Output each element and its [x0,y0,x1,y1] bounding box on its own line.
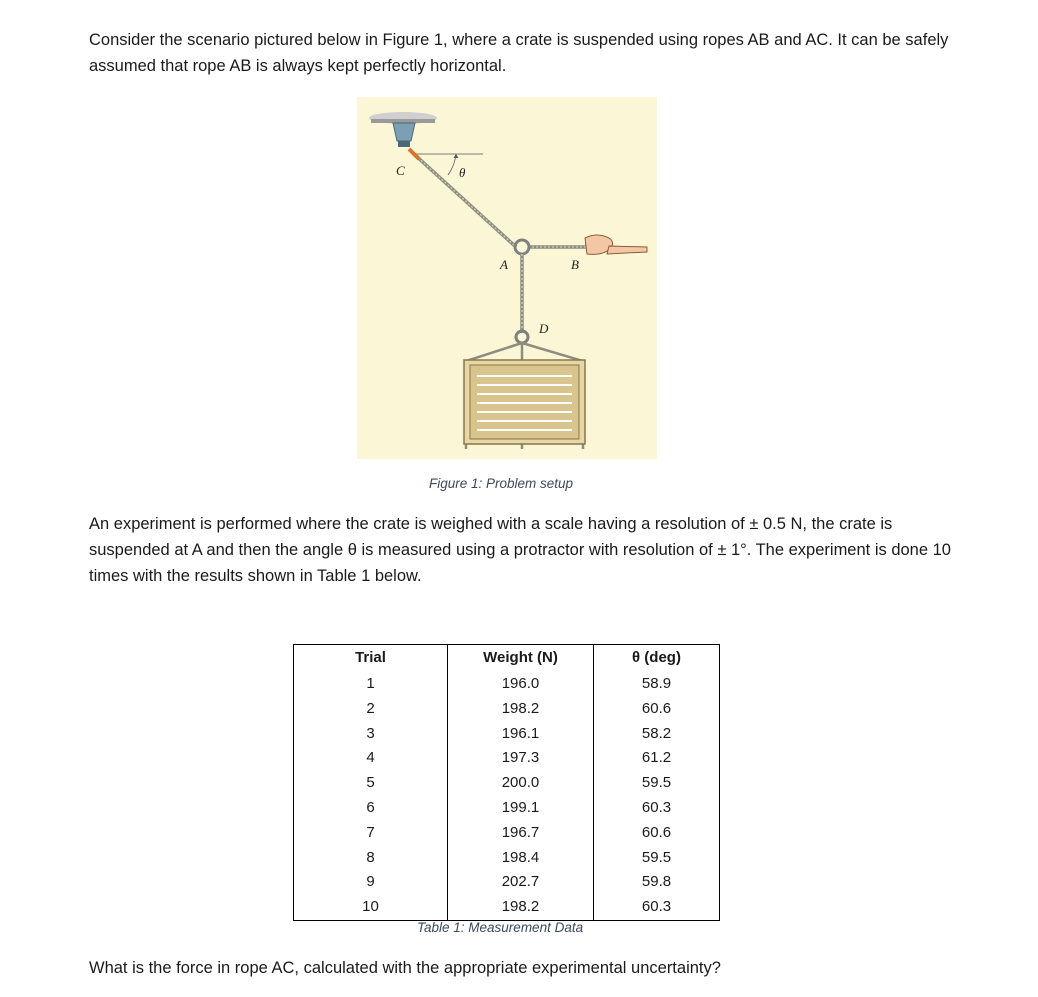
table-row [294,771,720,796]
label-d: D [539,321,549,336]
table-row [294,870,720,895]
cell-theta: 61.2 [594,746,720,771]
cell-trial: 9 [294,870,448,895]
cell-trial: 6 [294,796,448,821]
cell-trial: 8 [294,846,448,871]
cell-trial: 4 [294,746,448,771]
cell-trial: 10 [294,895,448,920]
measurement-table [293,644,720,921]
header-weight: Weight (N) [448,645,594,673]
label-a: A [500,257,508,272]
cell-theta: 58.2 [594,722,720,747]
cell-trial: 5 [294,771,448,796]
cell-theta: 60.3 [594,895,720,920]
cell-trial: 2 [294,697,448,722]
cell-theta: 59.5 [594,846,720,871]
cell-weight: 196.0 [448,672,594,697]
cell-theta: 59.5 [594,771,720,796]
cell-trial: 1 [294,672,448,697]
crate [464,360,585,444]
table-row [294,846,720,871]
table-row [294,895,720,920]
figure-caption: Figure 1: Problem setup [429,476,574,491]
header-trial: Trial [294,645,448,673]
cell-weight: 196.7 [448,821,594,846]
cell-weight: 198.2 [448,895,594,920]
table-row [294,672,720,697]
intro-paragraph: Consider the scenario pictured below in Figure 1, where a crate is suspended using ropes AB and AC. It can be safely assumed that rope AB is always kept perfectly horizontal. [89,31,949,75]
cell-theta: 60.3 [594,796,720,821]
table-row [294,821,720,846]
label-c: C [396,163,405,178]
cell-theta: 59.8 [594,870,720,895]
cell-weight: 198.2 [448,697,594,722]
cell-weight: 202.7 [448,870,594,895]
table-row [294,746,720,771]
table-row [294,796,720,821]
cell-weight: 197.3 [448,746,594,771]
cell-trial: 3 [294,722,448,747]
figure-problem-setup [357,97,657,459]
cell-trial: 7 [294,821,448,846]
cell-weight: 198.4 [448,846,594,871]
table-row [294,722,720,747]
question-paragraph: What is the force in rope AC, calculated with the appropriate experimental uncertainty? [89,959,721,977]
cell-theta: 60.6 [594,697,720,722]
label-theta: θ [459,165,466,180]
cell-weight: 200.0 [448,771,594,796]
header-theta: θ (deg) [594,645,720,673]
table-row [294,697,720,722]
label-b: B [571,257,579,272]
cell-theta: 58.9 [594,672,720,697]
table-caption: Table 1: Measurement Data [417,920,584,935]
table-header-row [294,645,720,673]
cell-weight: 199.1 [448,796,594,821]
cell-theta: 60.6 [594,821,720,846]
experiment-paragraph: An experiment is performed where the crate is weighed with a scale having a resolution of ± 0.5 N, the crate is suspended at A and then the angle θ is measured using a protractor with resolution of ± 1°. The experiment is done 10 times with the results shown in Table 1 below. [89,515,951,585]
cell-weight: 196.1 [448,722,594,747]
